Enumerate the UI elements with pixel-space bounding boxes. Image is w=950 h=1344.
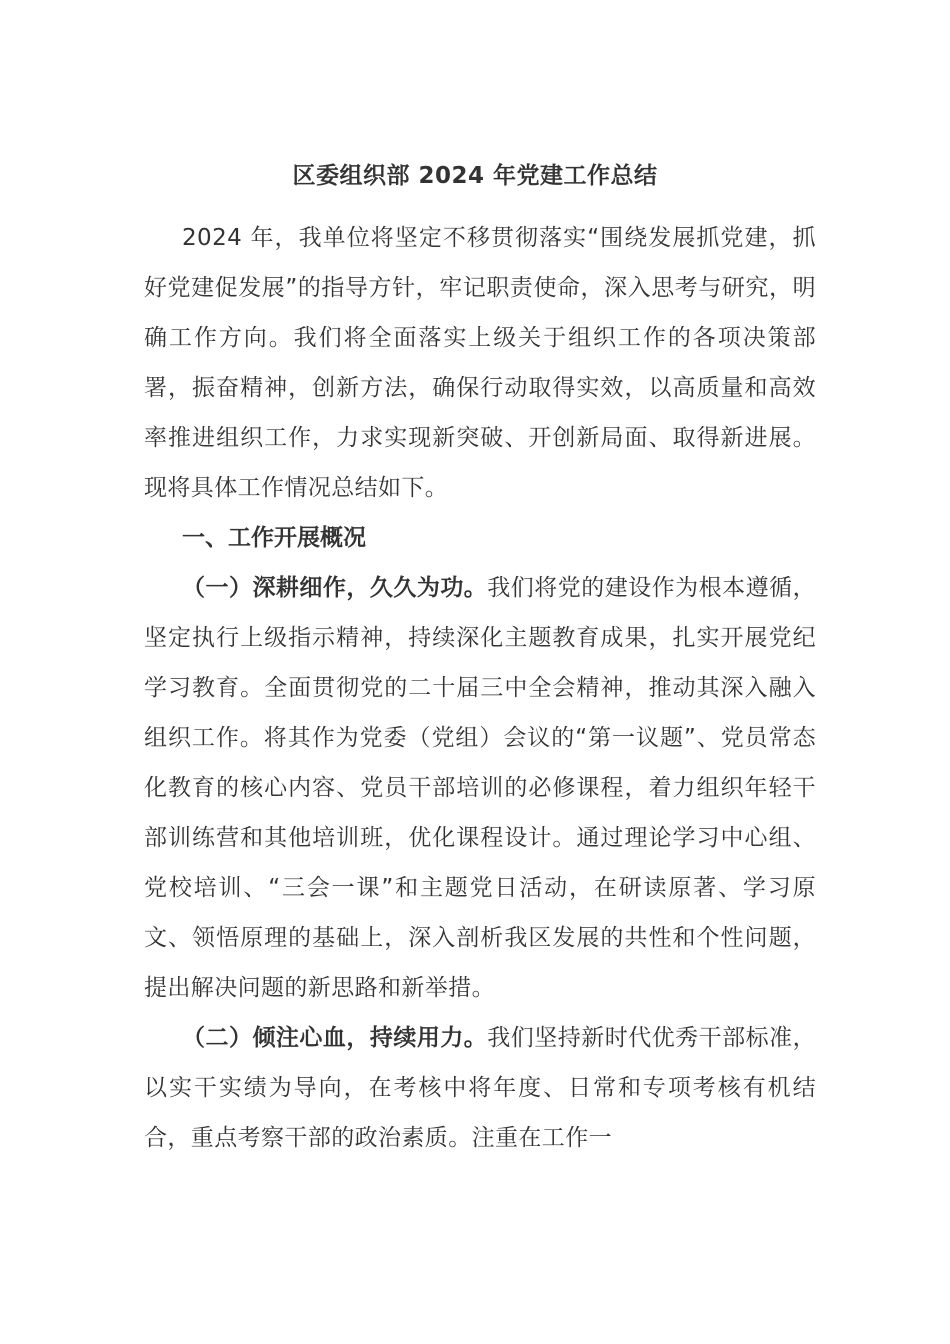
section-heading: 一、工作开展概况 [182,525,366,551]
section-item-1 [144,563,816,1013]
document-body [144,213,816,1163]
section-item-1-body: 我们将党的建设作为根本遵循，坚定执行上级指示精神，持续深化主题教育成果，扎实开展党纪学习教育。全面贯彻党的二十届三中全会精神，推动其深入融入组织工作。将其作为党委（党组）会议的“第一议题”、党员常态化教育的核心内容、党员干部培训的必修课程，着力组织年轻干部训练营和其他培训班，优化课程设计。通过理论学习中心组、党校培训、“三会一课”和主题党日活动，在研读原著、学习原文、领悟原理的基础上，深入剖析我区发展的共性和个性问题，提出解决问题的新思路和新举措。 [144,575,816,1001]
section-item-1-lead: （一）深耕细作，久久为功。 [182,575,488,601]
section-item-2 [144,1013,816,1163]
intro-paragraph: 2024 年，我单位将坚定不移贯彻落实“围绕发展抓党建，抓好党建促发展”的指导方针，牢记职责使命，深入思考与研究，明确工作方向。我们将全面落实上级关于组织工作的各项决策部署，振奋精神，创新方法，确保行动取得实效，以高质量和高效率推进组织工作，力求实现新突破、开创新局面、取得新进展。现将具体工作情况总结如下。 [144,225,816,501]
section-item-2-body: 我们坚持新时代优秀干部标准，以实干实绩为导向，在考核中将年度、日常和专项考核有机结合，重点考察干部的政治素质。注重在工作一 [144,1025,816,1151]
section-item-2-lead: （二）倾注心血，持续用力。 [182,1025,488,1051]
document-title: 区委组织部 2024 年党建工作总结 [292,163,658,189]
